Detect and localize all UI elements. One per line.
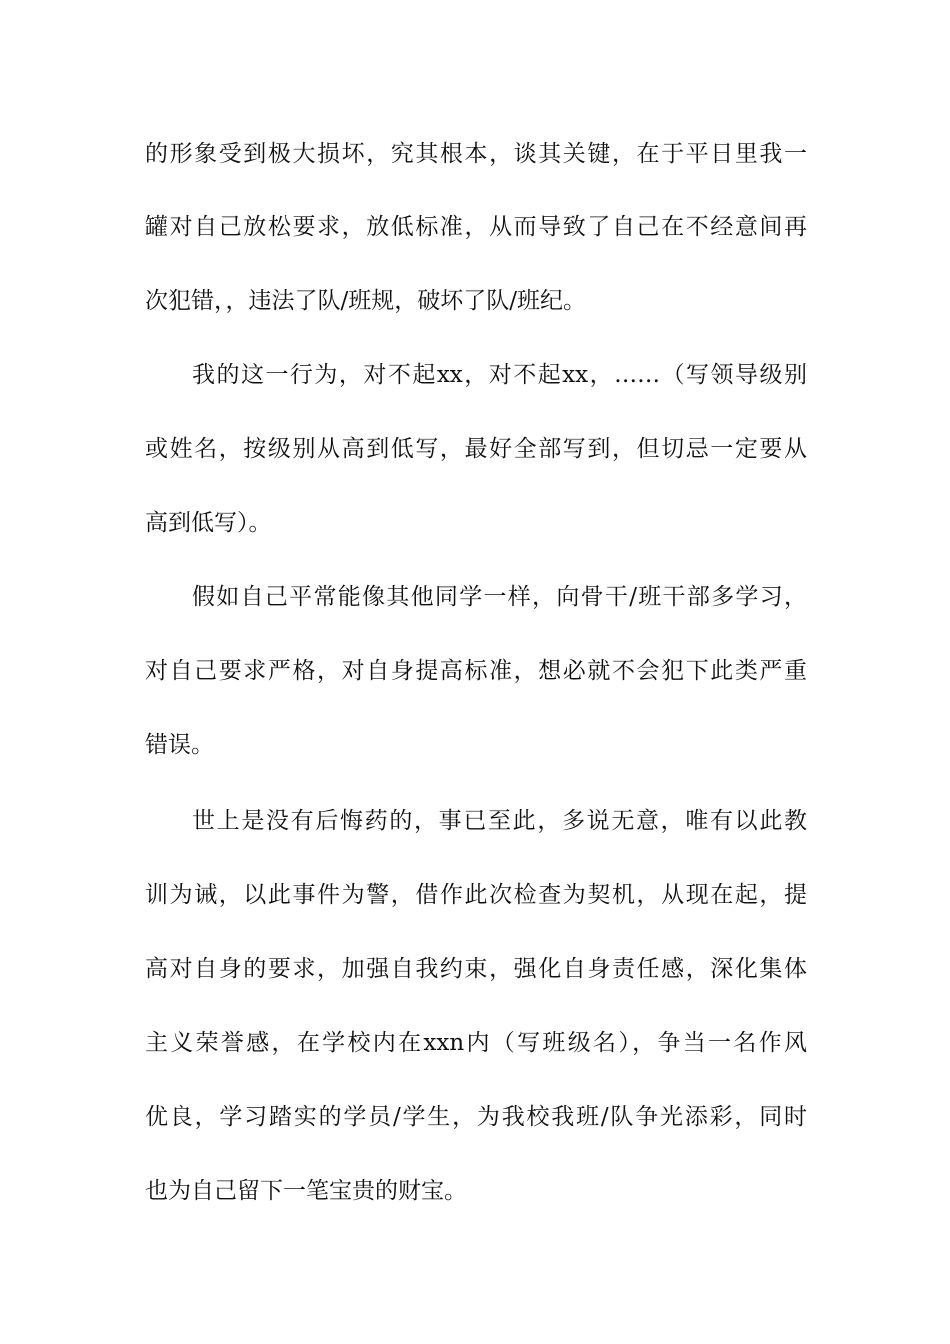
paragraph-4-line-3: 高对自身的要求，加强自我约束，强化自身责任感，深化集体 [145, 956, 807, 982]
paragraph-4-line-2: 训为诫，以此事件为警，借作此次检查为契机，从现在起，提 [145, 882, 807, 908]
paragraph-4-line-1: 世上是没有后悔药的，事已至此，多说无意，唯有以此教 [192, 808, 807, 834]
paragraph-4-line-5: 优良，学习踏实的学员/学生，为我校我班/队争光添彩，同时 [145, 1104, 807, 1130]
paragraph-2-line-2: 或姓名，按级别从高到低写，最好全部写到，但切忌一定要从 [145, 436, 807, 462]
paragraph-3-line-2: 对自己要求严格，对自身提高标准，想必就不会犯下此类严重 [145, 658, 807, 684]
paragraph-2-line-3: 高到低写）。 [145, 510, 272, 536]
paragraph-2-line-1: 我的这一行为，对不起xx，对不起xx，……（写领导级别 [192, 362, 807, 388]
text-line-1: 的形象受到极大损坏，究其根本，谈其关键，在于平日里我一 [145, 141, 807, 167]
text-line-2: 罐对自己放松要求，放低标准，从而导致了自己在不经意间再 [145, 214, 807, 240]
paragraph-4-line-4: 主义荣誉感，在学校内在xxn内（写班级名），争当一名作风 [145, 1030, 807, 1056]
text-line-3: 次犯错，，违法了队/班规，破坏了队/班纪。 [145, 288, 586, 314]
paragraph-3-line-1: 假如自己平常能像其他同学一样，向骨干/班干部多学习， [192, 584, 807, 610]
paragraph-3-line-3: 错误。 [145, 732, 214, 758]
paragraph-4-line-6: 也为自己留下一笔宝贵的财宝。 [145, 1178, 467, 1204]
